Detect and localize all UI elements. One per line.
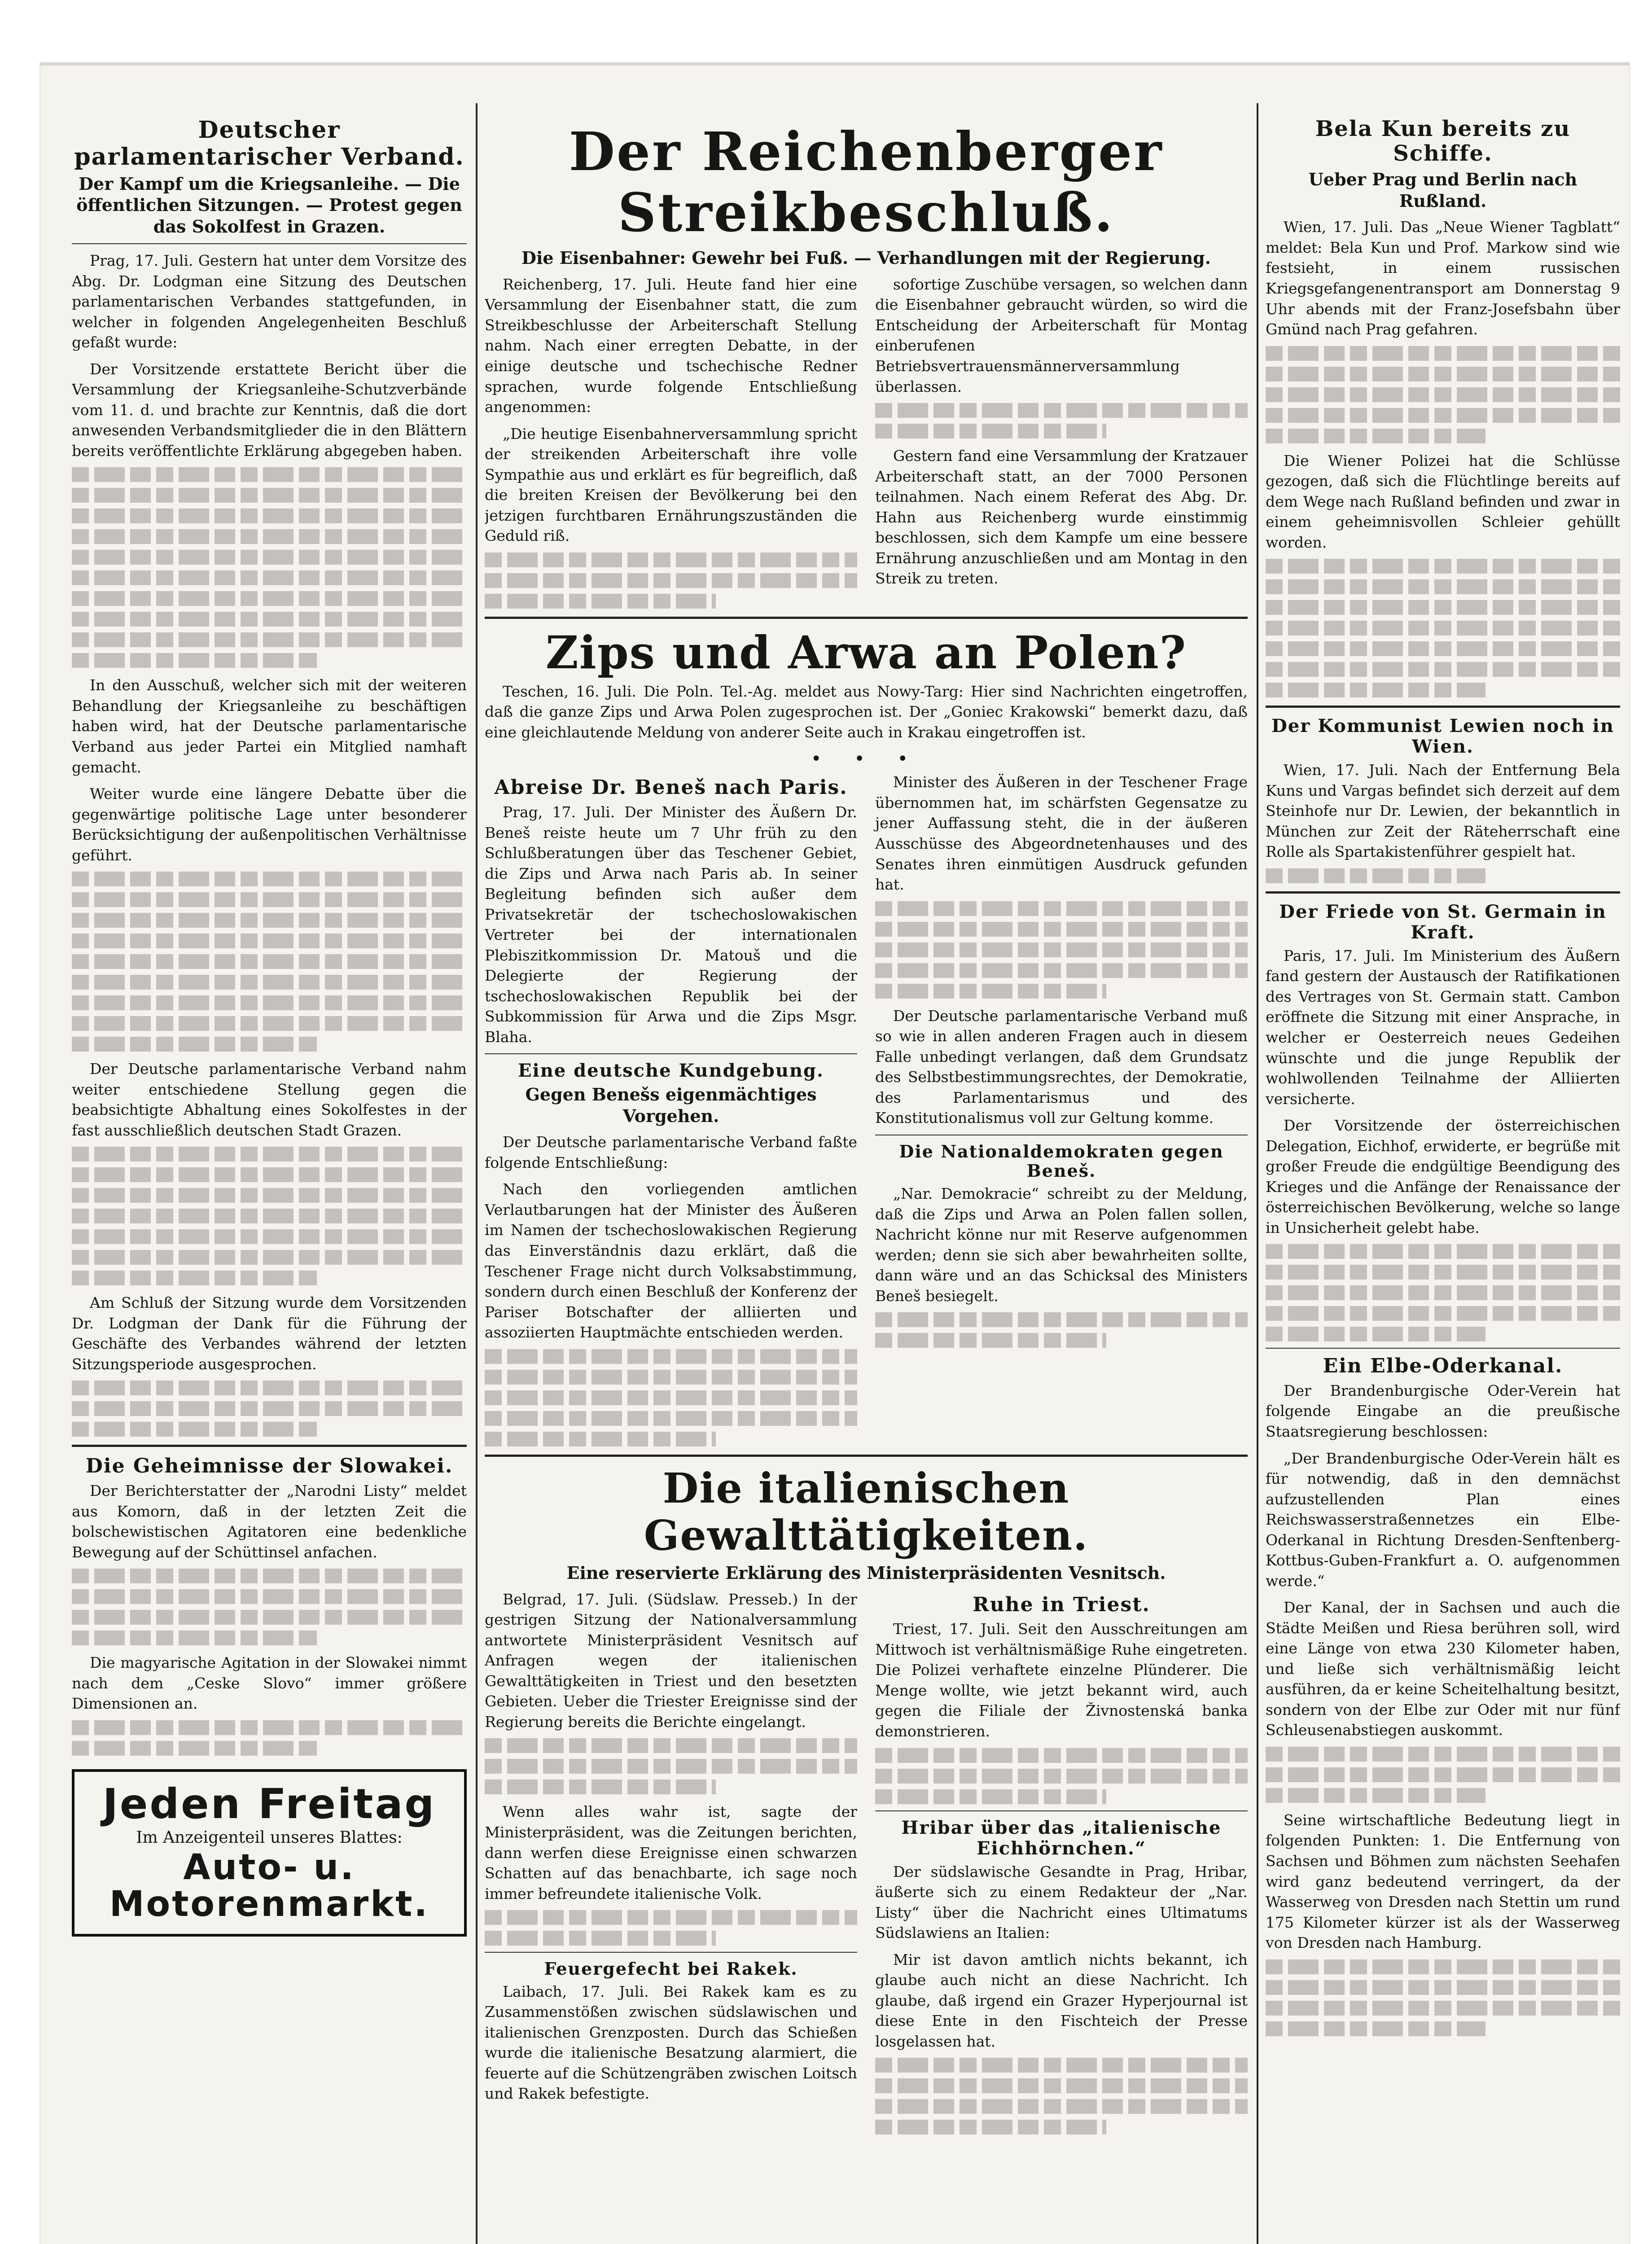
article-subheadline-streikbeschluss: Die Eisenbahner: Gewehr bei Fuß. — Verhandlungen mit der Regierung.: [521, 248, 1211, 268]
article-paragraph: Laibach, 17. Juli. Bei Rakek kam es zu Zusammenstößen zwischen südslawischen und italienischen Grenzposten. Durch das Schießen wurde die italienische Besatzung alarmiert, die feuerte auf die Schützengräben zwischen Loitsch und Rakek befestigte.: [485, 1982, 857, 2103]
column-right: [1266, 112, 1620, 2244]
divider: [485, 617, 1248, 619]
text-lines: [875, 963, 1248, 978]
column-left: [72, 112, 467, 2244]
article-headline-st-germain: Der Friede von St. Germain in Kraft.: [1279, 901, 1607, 943]
text-lines: [72, 1401, 467, 1416]
article-subheadline-gewalttaetigkeiten: Eine reservierte Erklärung des Ministerpräsidenten Vesnitsch.: [566, 1563, 1166, 1583]
article-paragraph: Der Deutsche parlamentarische Verband faßte folgende Entschließung:: [485, 1133, 857, 1171]
text-lines: [875, 2099, 1248, 2114]
text-lines: [72, 1167, 467, 1182]
divider: [72, 243, 467, 244]
article-paragraph: Die magyarische Agitation in der Slowakei nimmt nach dem „Ceske Slovo“ immer größere Dimensionen an.: [72, 1654, 467, 1713]
text-lines: [485, 1738, 857, 1753]
text-lines: [72, 1741, 317, 1756]
text-lines: [72, 1569, 467, 1583]
article-paragraph: Der südslawische Gesandte in Prag, Hribar, äußerte sich zu einem Redakteur der „Nar. Listy“ über die Nachricht eines Ultimatums Südslawiens an Italien:: [875, 1863, 1248, 1942]
text-lines: [875, 1769, 1248, 1784]
text-lines: [72, 995, 467, 1010]
text-lines: [72, 570, 467, 585]
text-lines: [875, 424, 1106, 438]
text-lines: [1266, 387, 1620, 402]
article-paragraph: Teschen, 16. Juli. Die Poln. Tel.-Ag. meldet aus Nowy-Targ: Hier sind Nachrichten eingetroffen, daß die ganze Zips und Arwa Polen zugesprochen ist. Der „Goniec Krakowski“ bemerkt dazu, daß eine gleichlautende Meldung von anderer Seite auch in Krakau eingetroffen ist.: [485, 682, 1248, 741]
article-paragraph: Der Berichterstatter der „Narodni Listy“ meldet aus Komorn, daß in der letzten Zeit die bolschewistischen Agitatoren eine bedenkliche Bewegung auf der Schüttinsel anfachen.: [72, 1482, 467, 1561]
article-headline-streikbeschluss: Der Reichenberger Streikbeschluß.: [569, 120, 1164, 244]
article-headline-rakek: Feuergefecht bei Rakek.: [544, 1959, 798, 1979]
article-paragraph: Der Vorsitzende der österreichischen Delegation, Eichhof, erwiderte, er begrüße mit großer Freude die endgültige Beendigung des Krieges und die Anfänge der Renaissance der österreichischen Bevölkerung, welche so lange in Unsicherheit gelebt habe.: [1266, 1117, 1620, 1236]
article-subheadline-kundgebung: Gegen Benešs eigenmächtiges Vorgehen.: [525, 1084, 817, 1126]
divider: [1266, 706, 1620, 708]
text-lines: [72, 1229, 467, 1244]
text-lines: [1266, 429, 1485, 443]
article-subheadline-bela-kun: Ueber Prag und Berlin nach Rußland.: [1308, 169, 1578, 211]
text-lines: [1266, 2001, 1620, 2016]
article-paragraph: sofortige Zuschübe versagen, so welchen dann die Eisenbahner gebraucht würden, so wird die Entscheidung der Arbeiterschaft für Montag einberufenen Betriebsvertrauensmännerversammlung überlassen.: [875, 275, 1248, 395]
ad-headline: Jeden Freitag: [102, 1779, 436, 1828]
article-headline-triest: Ruhe in Triest.: [973, 1593, 1150, 1616]
text-lines: [1266, 408, 1620, 423]
text-lines: [72, 892, 467, 907]
text-lines: [72, 1381, 467, 1395]
text-lines: [72, 1188, 467, 1203]
text-lines: [485, 1759, 857, 1774]
text-lines: [485, 1931, 716, 1946]
text-lines: [1266, 1244, 1620, 1259]
text-lines: [1266, 2021, 1485, 2036]
article-paragraph: Weiter wurde eine längere Debatte über die gegenwärtige politische Lage unter besonderer Berücksichtigung der außenpolitischen Verhältnisse geführt.: [72, 785, 467, 864]
text-lines: [485, 1349, 857, 1364]
article-paragraph: „Der Brandenburgische Oder-Verein hält es für notwendig, daß in den demnächst aufzustellenden Plan eines Reichswasserstraßennetzes ein Elbe-Oderkanal in Richtung Dresden-Senftenberg-Kottbus-Guben-Frankfurt a. O. aufgenommen werde.“: [1266, 1449, 1620, 1590]
article-paragraph: Nach den vorliegenden amtlichen Verlautbarungen hat der Minister des Äußeren im Namen der tschechoslowakischen Regierung das Einverständnis dazu erklärt, daß die Teschener Frage nicht durch Volksabstimmung, sondern durch einen Beschluß der Konferenz der Pariser Botschafter der alliierten und assoziierten Hauptmächte entschieden werden.: [485, 1180, 857, 1341]
article-paragraph: Die Wiener Polizei hat die Schlüsse gezogen, daß sich die Flüchtlinge bereits auf dem Wege nach Rußland befinden und zwar in einem geheimnisvollen Schleier gehüllt worden.: [1266, 451, 1620, 551]
text-lines: [1266, 662, 1620, 677]
page-edge-top: [40, 63, 1629, 66]
text-lines: [875, 901, 1248, 916]
text-lines: [875, 2120, 1106, 2134]
text-lines: [72, 1209, 467, 1223]
text-lines: [485, 1390, 857, 1405]
text-lines: [1266, 600, 1620, 615]
column-rule-2: [1257, 103, 1258, 2244]
text-lines: [1266, 1306, 1620, 1321]
text-lines: [72, 653, 317, 668]
text-lines: [72, 934, 467, 948]
text-lines: [72, 1037, 317, 1052]
text-lines: [485, 573, 857, 588]
text-lines: [875, 1789, 1106, 1804]
article-paragraph: Wien, 17. Juli. Das „Neue Wiener Tagblatt“ meldet: Bela Kun und Prof. Markow sind wie festsieht, in einem russischen Kriegsgefangenentransport am Donnerstag 9 Uhr abends mit der Franz-Josefsbahn über Gmünd nach Prag gefahren.: [1266, 218, 1620, 338]
article-paragraph: In den Ausschuß, welcher sich mit der weiteren Behandlung der Kriegsanleihe zu beschäftigen haben wird, hat der Deutsche parlamentarische Verband aus jeder Partei ein Mitglied namhaft gemacht.: [72, 676, 467, 776]
ad-subline: Im Anzeigenteil unseres Blattes:: [136, 1828, 403, 1847]
text-lines: [72, 632, 467, 647]
column-center: [485, 112, 1248, 2244]
article-paragraph: Wien, 17. Juli. Nach der Entfernung Bela Kuns und Vargas befindet sich derzeit auf dem Steinhofe nur Dr. Lewien, der bekanntlich in München zur Zeit der Räteherrschaft eine Rolle als Spartakistenführer gespielt hat.: [1266, 761, 1620, 861]
text-lines: [72, 508, 467, 523]
article-paragraph: Triest, 17. Juli. Seit den Ausschreitungen am Mittwoch ist verhältnismäßige Ruhe eingetreten. Die Polizei verhaftete einzelne Plünderer. Die Menge wollte, wie jetzt bekannt wird, auch gegen die Filiale der Živnostenská banka demonstrieren.: [875, 1620, 1248, 1740]
text-lines: [1266, 1285, 1620, 1300]
text-lines: [1266, 1265, 1620, 1280]
article-paragraph: Prag, 17. Juli. Gestern hat unter dem Vorsitze des Abg. Dr. Lodgman eine Sitzung des Deutschen parlamentarischen Verbandes stattgefunden, in welcher in folgenden Angelegenheiten Beschluß gefaßt wurde:: [72, 252, 467, 351]
text-lines: [72, 975, 467, 990]
text-lines: [875, 922, 1248, 937]
divider: [485, 1952, 857, 1953]
text-lines: [72, 550, 467, 565]
article-headline-benes-paris: Abreise Dr. Beneš nach Paris.: [494, 776, 848, 799]
text-lines: [72, 1589, 467, 1604]
article-headline-zips-arwa: Zips und Arwa an Polen?: [545, 626, 1187, 679]
article-headline-bela-kun: Bela Kun bereits zu Schiffe.: [1315, 116, 1571, 167]
divider: [1266, 891, 1620, 894]
article-paragraph: Der Deutsche parlamentarische Verband nahm weiter entschiedene Stellung gegen die beabsichtigte Abhaltung eines Sokolfestes in der fast ausschließlich deutschen Stadt Grazen.: [72, 1060, 467, 1139]
text-lines: [1266, 367, 1620, 381]
text-lines: [485, 1910, 857, 1925]
text-lines: [1266, 641, 1620, 656]
article-paragraph: „Nar. Demokracie“ schreibt zu der Meldung, daß die Zips und Arwa an Polen fallen sollen, Nachricht könne nur mit Reserve aufgenommen werden; denn sie sich aber bewahrheiten sollte, dann wäre und an das Schicksal des Ministers Beneš besiegelt.: [875, 1185, 1248, 1305]
text-lines: [1266, 1747, 1620, 1762]
two-column-block: [485, 1589, 1248, 2135]
divider: [1266, 1348, 1620, 1349]
two-column-block: [485, 772, 1248, 1446]
divider: [485, 1455, 1248, 1457]
text-lines: [72, 954, 467, 969]
text-lines: [485, 594, 716, 609]
article-paragraph: Belgrad, 17. Juli. (Südslaw. Presseb.) In der gestrigen Sitzung der Nationalversammlung antwortete Ministerpräsident Vesnitsch auf Anfragen wegen der italienischen Gewalttätigkeiten in Triest und den besetzten Gebieten. Ueber die Triester Ereignisse sind der Regierung bereits die Berichte eingelangt.: [485, 1590, 857, 1731]
text-lines: [72, 1271, 317, 1285]
text-lines: [485, 1370, 857, 1385]
article-paragraph: Der Vorsitzende erstattete Bericht über die Versammlung der Kriegsanleihe-Schutzverbände vom 11. d. und brachte zur Kenntnis, daß die dort anwesenden Verbandsmitglieder die in den Blättern bereits veröffentlichte Erklärung abgegeben haben.: [72, 360, 467, 460]
article-headline-hribar: Hribar über das „italienische Eichhörnchen.“: [901, 1817, 1222, 1859]
text-lines: [1266, 346, 1620, 361]
text-lines: [72, 1630, 317, 1645]
article-paragraph: Prag, 17. Juli. Der Minister des Äußern Dr. Beneš reiste heute um 7 Uhr früh zu den Schlußberatungen über das Teschener Gebiet, die Zips und Arwa nach Paris ab. In seiner Begleitung befinden sich außer dem Privatsekretär der tschechoslowakischen Vertreter bei der internationalen Plebiszitkommission Dr. Matouš und die Delegierte der Regierung der tschechoslowakischen Republik bei der Subkommission für Arwa und die Zips Msgr. Blaha.: [485, 803, 857, 1046]
article-headline-verband: Deutscher parlamentarischer Verband.: [74, 116, 464, 171]
text-lines: [72, 1147, 467, 1161]
article-headline-gewalttaetigkeiten: Die italienischen Gewalttätigkeiten.: [644, 1464, 1089, 1560]
text-lines: [875, 403, 1248, 418]
article-paragraph: Der Kanal, der in Sachsen und auch die Städte Meißen und Riesa berühren soll, wird eine Länge von etwa 230 Kilometer haben, und ließe sich verhältnismäßig leicht ausführen, da er keine Scheitelhaltung besitzt, sondern von der Elbe zur Oder mit nur fünf Schleusenabstiegen auskommt.: [1266, 1599, 1620, 1739]
article-paragraph: Seine wirtschaftliche Bedeutung liegt in folgenden Punkten: 1. Die Entfernung von Sachsen und Böhmen zum nächsten Seehafen wird ganz bedeutend verringert, da der Wasserweg von Dresden nach Stettin um rund 175 Kilometer kürzer ist als der Wasserweg von Dresden nach Hamburg.: [1266, 1811, 1620, 1952]
text-lines: [875, 942, 1248, 957]
article-paragraph: Paris, 17. Juli. Im Ministerium des Äußern fand gestern der Austausch der Ratifikationen des Vertrages von St. Germain statt. Cambon eröffnete die Sitzung mit einer Ansprache, in welcher er Oesterreich neues Gedeihen wünschte und die junge Republik der wohlwollenden Teilnahme der Alliierten versicherte.: [1266, 947, 1620, 1108]
article-subheadline-verband: Der Kampf um die Kriegsanleihe. — Die öffentlichen Sitzungen. — Protest gegen das Sokolfest in Grazen.: [76, 173, 462, 237]
text-lines: [72, 591, 467, 606]
section-bullets: • • •: [811, 749, 922, 770]
text-lines: [1266, 1959, 1620, 1974]
text-lines: [875, 1748, 1248, 1763]
text-lines: [485, 1779, 716, 1794]
text-lines: [1266, 1327, 1485, 1341]
two-column-block: [485, 274, 1248, 609]
divider: [875, 1810, 1248, 1811]
text-lines: [72, 1610, 467, 1625]
text-lines: [72, 1720, 467, 1735]
text-lines: [875, 1333, 1106, 1348]
text-lines: [1266, 868, 1485, 883]
article-paragraph: Reichenberg, 17. Juli. Heute fand hier eine Versammlung der Eisenbahner statt, die zum Streikbeschlusse der Arbeiterschaft Stellung nahm. Nach einer erregten Debatte, in der einige deutsche und tschechische Redner sprachen, wurde folgende Entschließung angenommen:: [485, 275, 857, 416]
article-paragraph: „Die heutige Eisenbahnerversammlung spricht der streikenden Arbeiterschaft ihre volle Sympathie aus und erklärt es für begreiflich, daß die breiten Kreisen der Bevölkerung bei den jetzigen furchtbaren Ernährungszuständen die Geduld riß.: [485, 425, 857, 545]
article-headline-elbe-oderkanal: Ein Elbe-Oderkanal.: [1323, 1354, 1563, 1378]
divider: [72, 1445, 467, 1447]
text-lines: [1266, 559, 1620, 574]
text-lines: [875, 2078, 1248, 2093]
article-paragraph: Minister des Äußeren in der Teschener Frage übernommen hat, im schärfsten Gegensatze zu jener Auffassung steht, die in der äußeren Ausschüsse des Abgeordnetenhauses und des Senates ihren einmütigen Ausdruck gefunden hat.: [875, 773, 1248, 894]
text-lines: [72, 872, 467, 886]
text-lines: [875, 1312, 1248, 1327]
text-lines: [485, 552, 857, 567]
divider: [485, 1053, 857, 1054]
article-paragraph: Am Schluß der Sitzung wurde dem Vorsitzenden Dr. Lodgman der Dank für die Führung der Geschäfte des Verbandes während der letzten Sitzungsperiode ausgesprochen.: [72, 1294, 467, 1373]
text-lines: [72, 1016, 467, 1031]
text-lines: [72, 488, 467, 503]
article-paragraph: Gestern fand eine Versammlung der Kratzauer Arbeiterschaft statt, an der 7000 Personen teilnahmen. Nach einem Referat des Abg. Dr. Hahn aus Reichenberg wurde einstimmig beschlossen, sich dem Kampfe um eine bessere Ernährung anzuschließen und am Montag in den Streik zu treten.: [875, 447, 1248, 587]
article-paragraph: Der Deutsche parlamentarische Verband muß so wie in allen anderen Fragen auch in diesem Falle unbedingt verlangen, daß dem Grundsatz des Selbstbestimmungsrechtes, der Demokratie, des Parlamentarismus und des Konstitutionalismus voll zur Geltung komme.: [875, 1007, 1248, 1127]
text-lines: [1266, 1767, 1620, 1782]
text-lines: [1266, 579, 1620, 594]
text-lines: [72, 612, 467, 627]
ad-tagline: Auto- u. Motorenmarkt.: [109, 1847, 429, 1925]
column-rule-1: [476, 103, 478, 2244]
text-lines: [1266, 683, 1485, 697]
newspaper-page: [40, 63, 1629, 2244]
advertisement-box: [72, 1769, 467, 1937]
article-headline-nationaldemokraten: Die Nationaldemokraten gegen Beneš.: [899, 1141, 1224, 1181]
text-lines: [485, 1432, 716, 1446]
text-lines: [72, 467, 467, 482]
text-lines: [72, 529, 467, 544]
text-lines: [1266, 621, 1620, 636]
article-headline-kundgebung: Eine deutsche Kundgebung.: [518, 1060, 824, 1082]
text-lines: [875, 984, 1106, 999]
text-lines: [72, 1250, 467, 1265]
text-lines: [875, 2058, 1248, 2073]
article-headline-slowakei: Die Geheimnisse der Slowakei.: [85, 1455, 453, 1478]
text-lines: [1266, 1980, 1620, 1995]
article-paragraph: Der Brandenburgische Oder-Verein hat folgende Eingabe an die preußische Staatsregierung beschlossen:: [1266, 1381, 1620, 1440]
text-lines: [72, 1422, 317, 1437]
article-headline-lewien: Der Kommunist Lewien noch in Wien.: [1271, 715, 1614, 758]
article-paragraph: Mir ist davon amtlich nichts bekannt, ich glaube auch nicht an diese Nachricht. Ich glaube, daß irgend ein Grazer Hyperjournal ist diese Ente in den Fischteich der Presse losgelassen hat.: [875, 1950, 1248, 2050]
text-lines: [72, 913, 467, 928]
text-lines: [1266, 1788, 1485, 1803]
text-lines: [485, 1411, 857, 1426]
article-paragraph: Wenn alles wahr ist, sagte der Ministerpräsident, was die Zeitungen berichten, dann werfen diese Ereignisse einen schwarzen Schatten auf das benachbarte, ich sage noch immer befreundete italienische Volk.: [485, 1803, 857, 1902]
